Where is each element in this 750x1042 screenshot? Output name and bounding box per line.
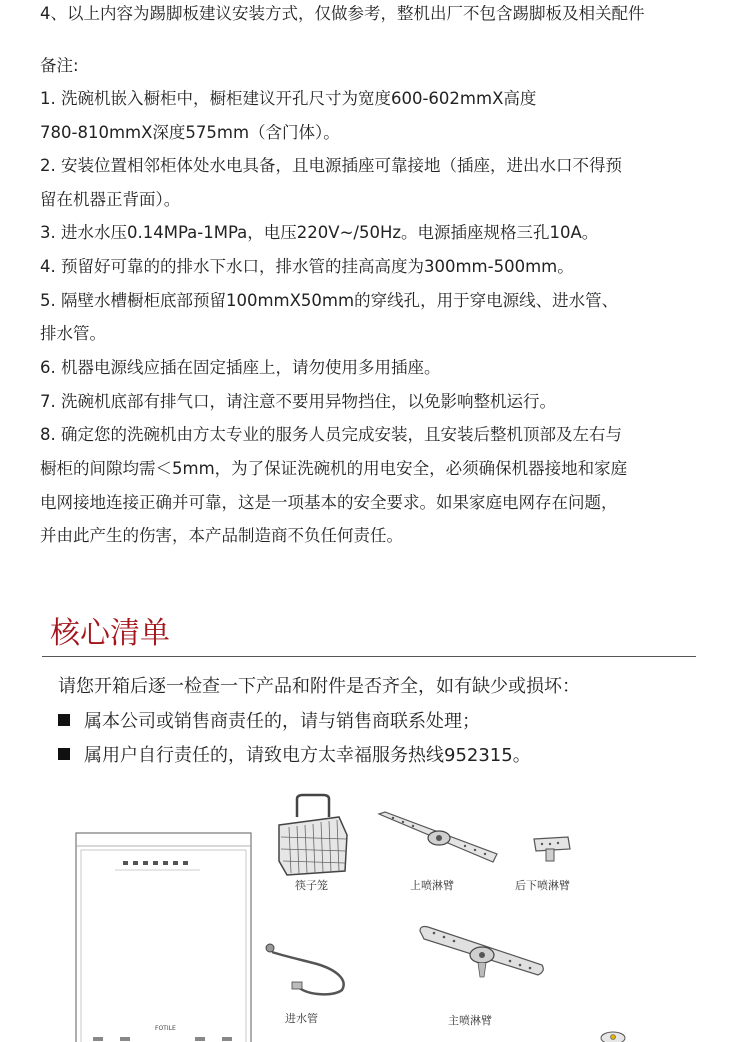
cutlery-basket-illustration <box>275 795 355 875</box>
upper-spray-arm-illustration <box>375 810 500 865</box>
note-line: 7. 洗碗机底部有排气口，请注意不要用异物挡住，以免影响整机运行。 <box>40 392 556 411</box>
note-line: 并由此产生的伤害，本产品制造商不负任何责任。 <box>40 526 403 545</box>
section-title: 核心清单 <box>50 616 170 651</box>
square-bullet-icon <box>58 748 70 760</box>
square-bullet-icon <box>58 714 70 726</box>
note-line: 3. 进水水压0.14MPa-1MPa，电压220V~/50Hz。电源插座规格三孔10A。 <box>40 223 599 242</box>
dishwasher-illustration <box>75 832 255 1042</box>
checklist-bullet <box>58 741 531 767</box>
partial-part-illustration <box>598 1028 628 1042</box>
caption-rear-arm: 后下喷淋臂 <box>515 879 570 892</box>
checklist-intro: 请您开箱后逐一检查一下产品和附件是否齐全，如有缺少或损坏： <box>58 676 580 697</box>
checklist-bullet <box>58 707 480 733</box>
bullet-text: 属用户自行责任的，请致电方太幸福服务热线952315。 <box>84 745 531 766</box>
note-line: 排水管。 <box>40 324 106 343</box>
note-line: 4. 预留好可靠的的排水下水口，排水管的挂高高度为300mm-500mm。 <box>40 257 574 276</box>
note-line: 780-810mmX深度575mm（含门体）。 <box>40 123 340 142</box>
inlet-hose-illustration <box>262 940 352 1000</box>
note-line: 留在机器正背面）。 <box>40 190 181 209</box>
bullet-text: 属本公司或销售商责任的，请与销售商联系处理； <box>84 711 480 732</box>
note-line: 6. 机器电源线应插在固定插座上，请勿使用多用插座。 <box>40 358 441 377</box>
main-spray-arm-illustration <box>418 925 548 985</box>
rear-spray-arm-illustration <box>532 835 572 865</box>
note-line: 电网接地连接正确并可靠，这是一项基本的安全要求。如果家庭电网存在问题， <box>40 493 618 512</box>
note-line-top: 4、以上内容为踢脚板建议安装方式，仅做参考，整机出厂不包含踢脚板及相关配件 <box>40 4 645 23</box>
note-line: 橱柜的间隙均需＜5mm，为了保证洗碗机的用电安全，必须确保机器接地和家庭 <box>40 459 628 478</box>
brand-logo: FOTILE <box>155 1025 176 1032</box>
note-line: 2. 安装位置相邻柜体处水电具备，且电源插座可靠接地（插座，进出水口不得预 <box>40 156 622 175</box>
note-line: 5. 隔壁水槽橱柜底部预留100mmX50mm的穿线孔，用于穿电源线、进水管、 <box>40 291 619 310</box>
note-line: 1. 洗碗机嵌入橱柜中，橱柜建议开孔尺寸为宽度600-602mmX高度 <box>40 89 537 108</box>
caption-inlet-hose: 进水管 <box>285 1012 318 1025</box>
title-divider <box>42 656 696 657</box>
notes-heading: 备注: <box>40 56 79 75</box>
caption-upper-arm: 上喷淋臂 <box>410 879 454 892</box>
caption-main-arm: 主喷淋臂 <box>448 1014 492 1027</box>
caption-basket: 筷子笼 <box>295 879 328 892</box>
note-line: 8. 确定您的洗碗机由方太专业的服务人员完成安装，且安装后整机顶部及左右与 <box>40 425 622 444</box>
